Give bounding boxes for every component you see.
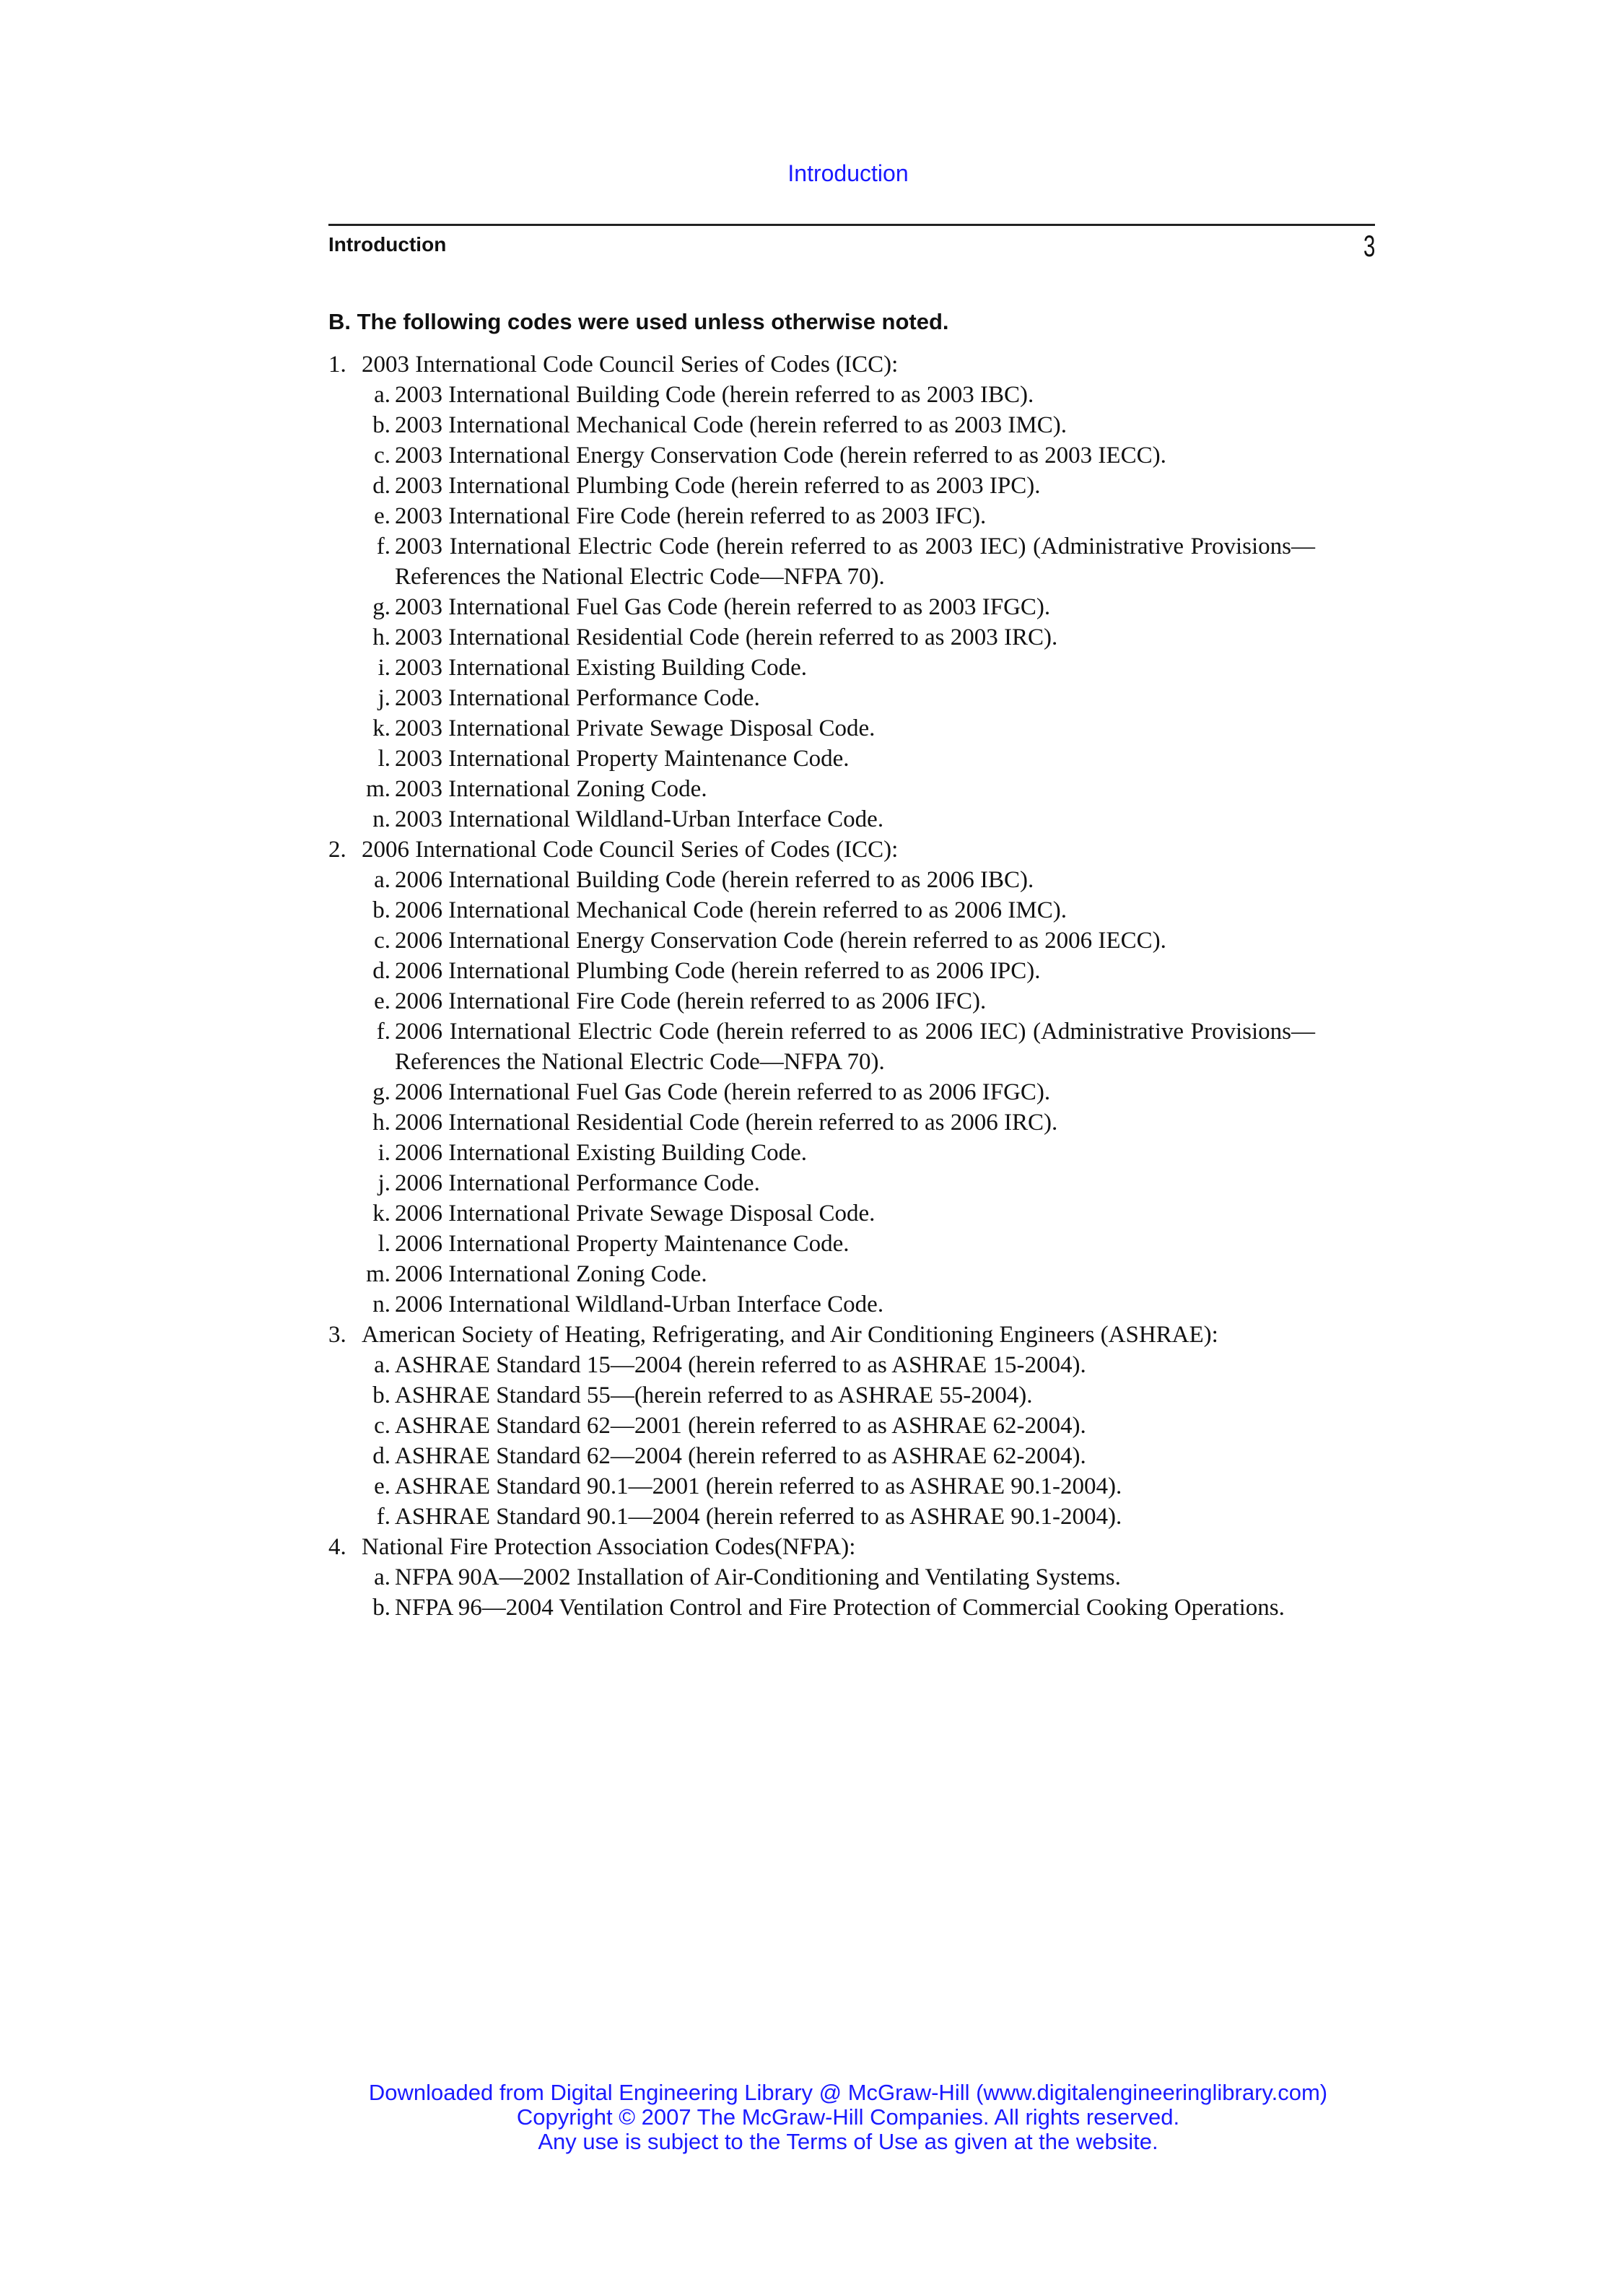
sub-letter: k. [372,715,390,741]
sub-text: ASHRAE Standard 62—2004 (herein referred to as ASHRAE 62-2004). [395,1443,1086,1469]
sub-text: 2006 International Property Maintenance Code. [395,1231,850,1257]
sublist-item [328,653,1315,683]
sub-letter: a. [374,867,390,893]
sub-text: 2006 International Plumbing Code (herein referred to as 2006 IPC). [395,958,1041,984]
sub-text: 2006 International Fuel Gas Code (herein referred to as 2006 IFGC). [395,1079,1051,1105]
sub-letter: f. [376,1504,390,1530]
sub-letter: e. [374,1473,390,1499]
sub-text: NFPA 90A—2002 Installation of Air-Conditioning and Ventilating Systems. [395,1564,1121,1590]
sub-text: 2006 International Existing Building Code. [395,1140,808,1166]
footer-notice [0,2081,1624,2154]
sub-text: ASHRAE Standard 62—2001 (herein referred to as ASHRAE 62-2004). [395,1413,1086,1439]
sub-letter: a. [374,382,390,408]
sublist-item [328,986,1315,1016]
chapter-link[interactable]: Introduction [787,160,909,186]
sub-letter: m. [366,776,390,802]
sub-letter: d. [372,473,390,499]
sublist-item [328,440,1315,471]
sub-letter: a. [374,1352,390,1378]
sub-letter: k. [372,1201,390,1227]
sub-letter: i. [377,1140,390,1166]
sublist-item [328,531,1315,592]
sublist-item [328,925,1315,956]
list-item [328,1532,1315,1562]
sub-letter: f. [376,1019,390,1045]
list-item [328,1320,1315,1350]
list-item [328,835,1315,865]
sub-letter: c. [374,928,390,954]
item-number: 4. [328,1534,346,1560]
sub-text: 2006 International Performance Code. [395,1170,760,1196]
sublist-item [328,865,1315,895]
sub-letter: c. [374,443,390,469]
sublist-item [328,1138,1315,1168]
sub-text: 2003 International Wildland-Urban Interface Code. [395,806,884,832]
sub-letter: h. [372,1110,390,1136]
sublist-item [328,713,1315,744]
sublist-item [328,804,1315,835]
sub-text: 2006 International Residential Code (herein referred to as 2006 IRC). [395,1110,1058,1136]
sublist-item [328,1168,1315,1198]
running-header [328,224,1375,263]
sub-text: ASHRAE Standard 15—2004 (herein referred to as ASHRAE 15-2004). [395,1352,1086,1378]
sub-text: 2006 International Energy Conservation Code (herein referred to as 2006 IECC). [395,928,1166,954]
codes-list [328,349,1315,1623]
sub-text: 2003 International Mechanical Code (herein referred to as 2003 IMC). [395,412,1067,438]
sublist-item [328,744,1315,774]
sub-text: 2003 International Fire Code (herein referred to as 2003 IFC). [395,503,987,529]
sublist [328,380,1315,835]
sublist-item [328,1107,1315,1138]
item-text: National Fire Protection Association Codes(NFPA): [362,1534,856,1560]
sub-letter: g. [372,1079,390,1105]
sublist [328,1562,1315,1623]
sublist-item [328,1350,1315,1380]
sublist-item [328,1502,1315,1532]
sub-text: 2003 International Energy Conservation Code (herein referred to as 2003 IECC). [395,443,1166,469]
sub-text: NFPA 96—2004 Ventilation Control and Fire Protection of Commercial Cooking Operations. [395,1595,1285,1621]
sublist-item [328,956,1315,986]
sub-letter: e. [374,988,390,1014]
sub-text: 2003 International Zoning Code. [395,776,707,802]
sub-letter: b. [372,897,390,923]
sub-letter: b. [372,1382,390,1408]
sub-text: 2006 International Mechanical Code (herein referred to as 2006 IMC). [395,897,1067,923]
sub-text: 2003 International Property Maintenance Code. [395,746,850,772]
sub-letter: b. [372,412,390,438]
sublist-item [328,380,1315,410]
list-item [328,349,1315,380]
item-number: 1. [328,352,346,378]
sub-text: 2003 International Plumbing Code (herein referred to as 2003 IPC). [395,473,1041,499]
footer-terms: Any use is subject to the Terms of Use as given at the website. [538,2129,1158,2154]
sublist-item [328,1016,1315,1077]
sublist-item [328,1289,1315,1320]
sub-text: ASHRAE Standard 90.1—2004 (herein referred to as ASHRAE 90.1-2004). [395,1504,1122,1530]
sublist-item [328,1229,1315,1259]
item-text: 2006 International Code Council Series of Codes (ICC): [362,837,899,863]
sublist-item [328,1593,1315,1623]
sublist-item [328,1562,1315,1593]
sublist-item [328,774,1315,804]
sub-text: 2003 International Private Sewage Disposal Code. [395,715,876,741]
sublist-item [328,410,1315,440]
sublist-item [328,592,1315,622]
sub-letter: c. [374,1413,390,1439]
item-text: American Society of Heating, Refrigerating, and Air Conditioning Engineers (ASHRAE): [362,1322,1218,1348]
sub-letter: a. [374,1564,390,1590]
item-text: 2003 International Code Council Series of Codes (ICC): [362,352,899,378]
sub-letter: j. [377,685,390,711]
sub-text: 2003 International Electric Code (herein referred to as 2003 IEC) (Administrative Provisions—References the National Electric Code—NFPA 70). [395,533,1315,590]
section-heading: B. The following codes were used unless otherwise noted. [328,309,949,334]
sub-text: 2006 International Electric Code (herein referred to as 2006 IEC) (Administrative Provisions—References the National Electric Code—NFPA 70). [395,1019,1315,1075]
sub-letter: b. [372,1595,390,1621]
sublist-item [328,1441,1315,1471]
sub-text: 2003 International Fuel Gas Code (herein referred to as 2003 IFGC). [395,594,1051,620]
sublist [328,1350,1315,1532]
page-number: 3 [1363,229,1375,263]
footer-download-link[interactable]: Downloaded from Digital Engineering Library @ McGraw-Hill (www.digitalengineeringlibrary.com) [368,2080,1328,2105]
sub-text: 2003 International Existing Building Code. [395,655,808,681]
sub-letter: h. [372,624,390,650]
sub-text: 2003 International Residential Code (herein referred to as 2003 IRC). [395,624,1058,650]
sublist-item [328,683,1315,713]
sublist-item [328,1471,1315,1502]
sub-text: 2006 International Fire Code (herein referred to as 2006 IFC). [395,988,987,1014]
sub-text: ASHRAE Standard 90.1—2001 (herein referred to as ASHRAE 90.1-2004). [395,1473,1122,1499]
sub-text: 2006 International Wildland-Urban Interface Code. [395,1291,884,1317]
sub-letter: f. [376,533,390,559]
sublist-item [328,1198,1315,1229]
sub-letter: d. [372,958,390,984]
footer-copyright: Copyright © 2007 The McGraw-Hill Companies. All rights reserved. [516,2104,1180,2130]
sub-text: 2006 International Private Sewage Disposal Code. [395,1201,876,1227]
sublist [328,865,1315,1320]
sublist-item [328,1259,1315,1289]
sub-text: 2003 International Performance Code. [395,685,760,711]
sublist-item [328,1411,1315,1441]
item-number: 3. [328,1322,346,1348]
sub-letter: j. [377,1170,390,1196]
sub-letter: n. [372,1291,390,1317]
sub-text: 2003 International Building Code (herein referred to as 2003 IBC). [395,382,1034,408]
sublist-item [328,501,1315,531]
sub-text: ASHRAE Standard 55—(herein referred to as ASHRAE 55-2004). [395,1382,1033,1408]
item-number: 2. [328,837,346,863]
sub-letter: n. [372,806,390,832]
sub-letter: e. [374,503,390,529]
running-title: Introduction [328,233,447,256]
sub-text: 2006 International Building Code (herein referred to as 2006 IBC). [395,867,1034,893]
sublist-item [328,622,1315,653]
sub-text: 2006 International Zoning Code. [395,1261,707,1287]
sublist-item [328,895,1315,925]
sub-letter: l. [377,1231,390,1257]
sub-letter: i. [377,655,390,681]
sublist-item [328,471,1315,501]
sub-letter: m. [366,1261,390,1287]
sub-letter: d. [372,1443,390,1469]
sub-letter: l. [377,746,390,772]
sublist-item [328,1077,1315,1107]
sublist-item [328,1380,1315,1411]
sub-letter: g. [372,594,390,620]
